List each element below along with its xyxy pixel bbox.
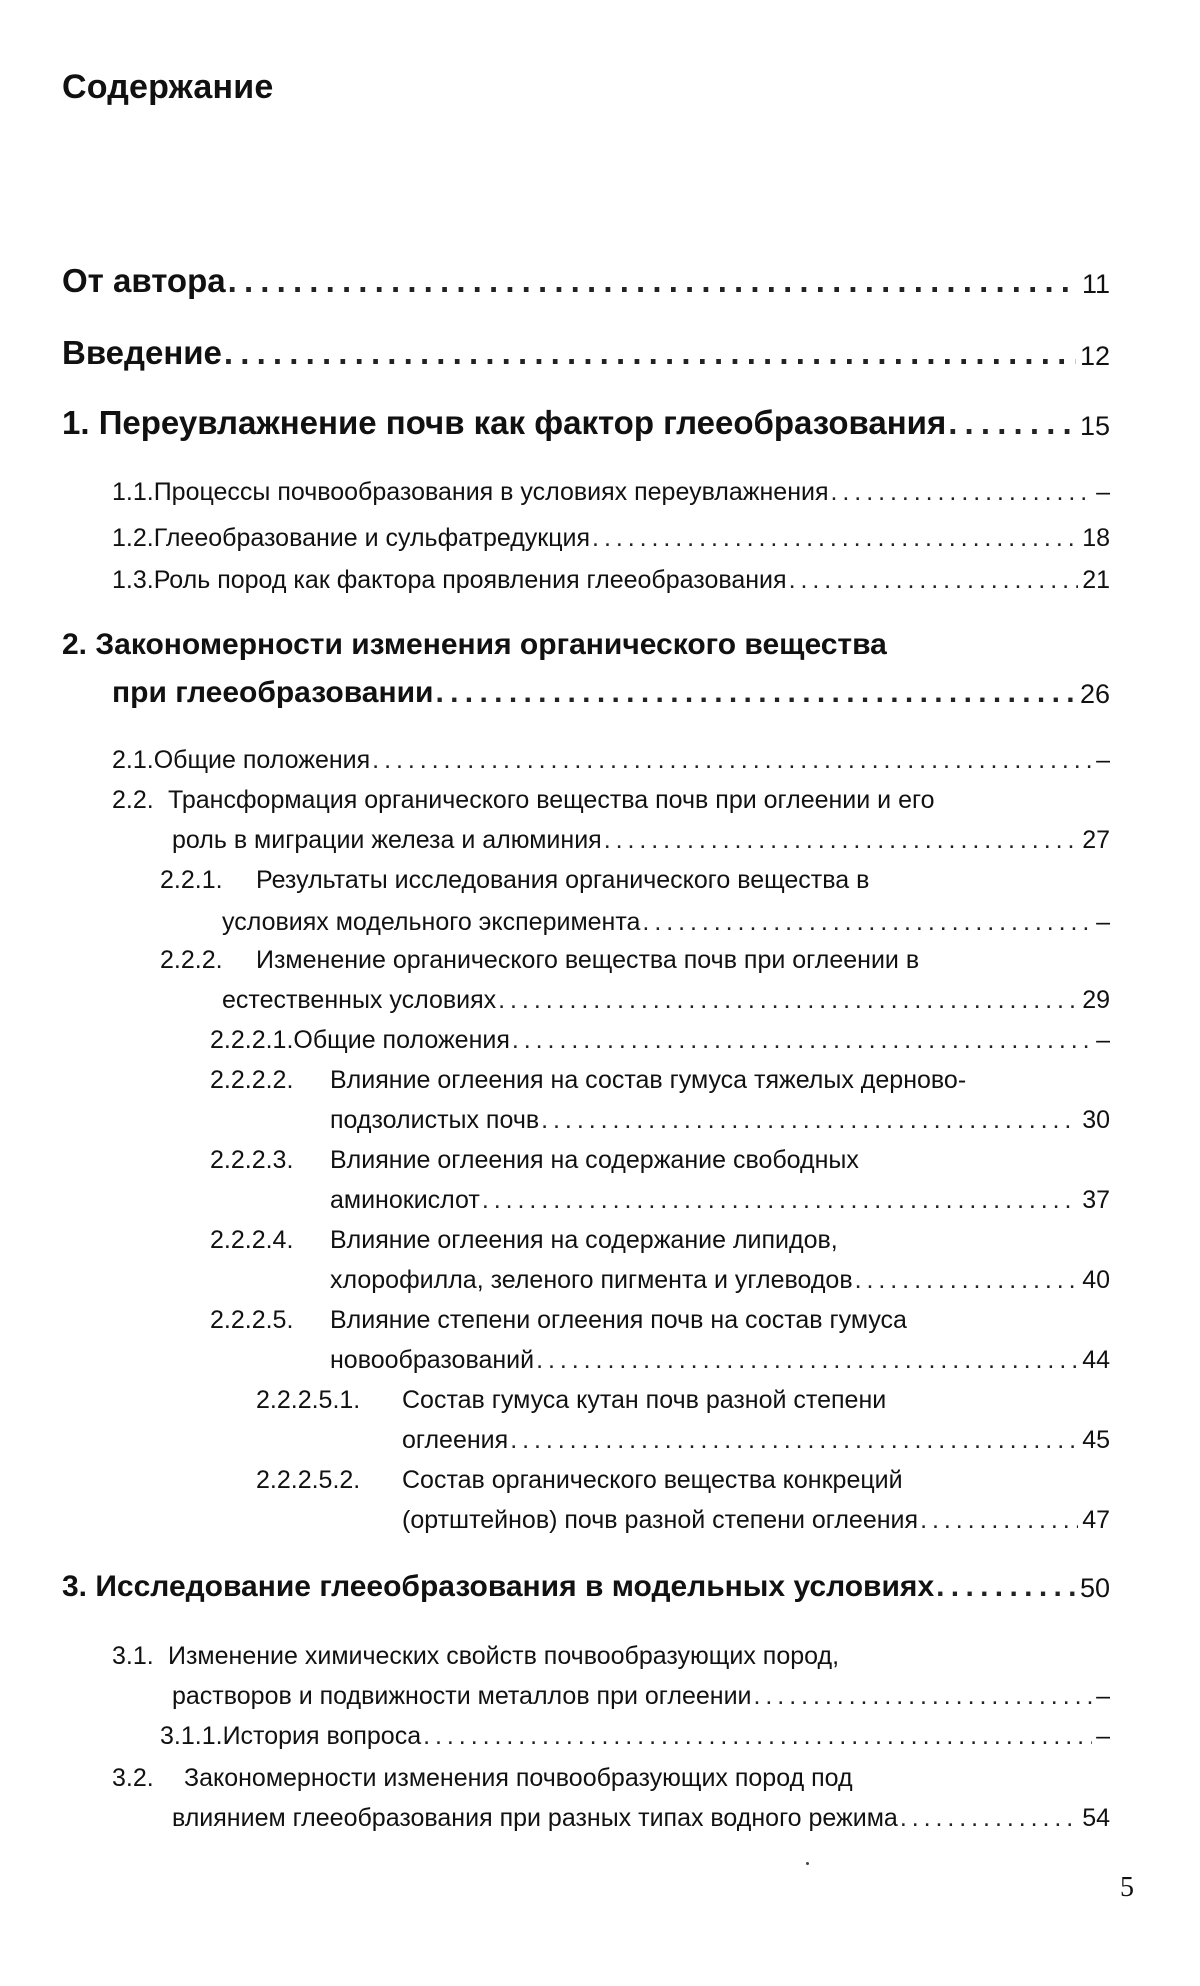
toc-entry-title-continued: новообразований <box>330 1346 535 1374</box>
toc-section-2-2-2-4[interactable] <box>330 1266 1110 1295</box>
dot-leader <box>855 1266 1079 1295</box>
toc-entry-title: при глееобразовании <box>112 676 434 709</box>
dot-leader <box>789 566 1079 595</box>
dot-leader <box>510 1426 1078 1455</box>
toc-section-number: 2.2.2. <box>160 946 223 974</box>
toc-section-2-2-2-5-1[interactable] <box>402 1426 1110 1455</box>
toc-entry-title: Общие положения <box>153 746 371 774</box>
toc-entry-title-continued: влиянием глееобразования при разных типах водного режима <box>172 1804 898 1832</box>
toc-entry-title-continued: растворов и подвижности металлов при оглеении <box>172 1682 752 1710</box>
toc-section-1-1[interactable] <box>112 478 1110 507</box>
toc-section-3-1-1[interactable] <box>160 1722 1110 1751</box>
toc-chapter-2[interactable] <box>112 676 1110 710</box>
toc-page-number: 12 <box>1079 341 1110 371</box>
toc-section-2-2-2-5-1-line1 <box>256 1386 886 1415</box>
toc-section-number: 2.2.2.5.2. <box>256 1466 361 1494</box>
toc-section-3-2[interactable] <box>172 1804 1110 1833</box>
toc-entry-title: Общие положения <box>293 1026 510 1054</box>
toc-section-2-1[interactable] <box>112 746 1110 775</box>
toc-entry-title-continued: роль в миграции железа и алюминия <box>172 826 602 854</box>
toc-page-number: – <box>1096 1722 1110 1750</box>
toc-page-number: – <box>1096 1682 1110 1710</box>
toc-entry-title: Влияние оглеения на состав гумуса тяжелых дерново- <box>330 1066 967 1094</box>
toc-section-3-2-line1 <box>112 1764 853 1793</box>
toc-entry-title-continued: аминокислот <box>330 1186 480 1214</box>
toc-section-number: 1.3. <box>112 566 154 594</box>
toc-section-number: 2.2.2.5.1. <box>256 1386 361 1414</box>
toc-section-2-2-2-2-line1 <box>210 1066 966 1095</box>
toc-section-2-2-1[interactable] <box>222 908 1110 937</box>
toc-page-number: 44 <box>1082 1346 1110 1374</box>
toc-section-2-2-2-5-2-line1 <box>256 1466 903 1495</box>
toc-section-2-2-2-4-line1 <box>210 1226 838 1255</box>
toc-section-number: 1.2. <box>112 524 154 552</box>
toc-page-number: 50 <box>1079 1573 1110 1603</box>
toc-entry-title: Процессы почвообразования в условиях переувлажнения <box>153 478 829 506</box>
toc-section-2-2-2-5-2[interactable] <box>402 1506 1110 1535</box>
toc-page-number: 40 <box>1082 1266 1110 1294</box>
dot-leader <box>372 746 1092 775</box>
toc-section-2-2-2-3[interactable] <box>330 1186 1110 1215</box>
toc-entry-title: Трансформация органического вещества почв при оглеении и его <box>168 786 935 814</box>
toc-chapter-1[interactable] <box>62 404 1110 442</box>
toc-section-2-2-2-5-line1 <box>210 1306 907 1335</box>
toc-entry-title: Результаты исследования органического вещества в <box>256 866 870 894</box>
toc-entry-title: 3. Исследование глееобразования в модельных условиях <box>62 1570 935 1603</box>
toc-page-number: 18 <box>1082 524 1110 552</box>
toc-section-number: 2.2. <box>112 786 154 814</box>
dot-leader <box>512 1026 1092 1055</box>
toc-entry-title: Состав органического вещества конкреций <box>402 1466 903 1494</box>
toc-section-number: 3.2. <box>112 1764 154 1792</box>
toc-entry-title-continued: оглеения <box>402 1426 509 1454</box>
toc-page-number: – <box>1096 478 1110 506</box>
toc-chapter-2-line1: 2. Закономерности изменения органического вещества <box>62 628 887 661</box>
toc-entry-title: 1. Переувлажнение почв как фактор глееобразования <box>62 404 947 441</box>
toc-page-number: 21 <box>1082 566 1110 594</box>
toc-section-number: 1.1. <box>112 478 154 506</box>
dot-leader <box>482 1186 1078 1215</box>
toc-section-number: 2.2.2.2. <box>210 1066 294 1094</box>
toc-section-number: 2.1. <box>112 746 154 774</box>
toc-entry-title: Роль пород как фактора проявления глееобразования <box>153 566 787 594</box>
toc-page-number: 30 <box>1082 1106 1110 1134</box>
toc-section-2-2[interactable] <box>172 826 1110 855</box>
dot-leader <box>423 1722 1092 1751</box>
toc-page-number: 47 <box>1082 1506 1110 1534</box>
dot-leader <box>498 986 1078 1015</box>
toc-section-1-2[interactable] <box>112 524 1110 553</box>
dot-leader <box>541 1106 1078 1135</box>
toc-section-2-2-line1 <box>112 786 934 815</box>
toc-section-number: 3.1.1. <box>160 1722 223 1750</box>
toc-section-number: 2.2.2.5. <box>210 1306 294 1334</box>
dot-leader <box>224 334 1076 372</box>
toc-entry-title: Состав гумуса кутан почв разной степени <box>402 1386 887 1414</box>
toc-section-number: 2.2.2.4. <box>210 1226 294 1254</box>
toc-section-3-1[interactable] <box>172 1682 1110 1711</box>
toc-section-3-1-line1 <box>112 1642 839 1671</box>
dot-leader <box>604 826 1078 855</box>
toc-chapter-3[interactable] <box>62 1570 1110 1604</box>
dot-leader <box>642 908 1092 937</box>
page-number: 5 <box>1120 1872 1134 1903</box>
toc-section-2-2-2[interactable] <box>222 986 1110 1015</box>
toc-entry-title-continued: подзолистых почв <box>330 1106 540 1134</box>
toc-entry-title: От автора <box>62 262 226 299</box>
toc-entry-title: Изменение органического вещества почв при оглеении в <box>256 946 920 974</box>
toc-page-number: 54 <box>1082 1804 1110 1832</box>
dot-leader <box>936 1570 1076 1604</box>
toc-section-2-2-2-1[interactable] <box>210 1026 1110 1055</box>
toc-entry-title: Влияние оглеения на содержание липидов, <box>330 1226 838 1254</box>
dot-leader <box>592 524 1078 553</box>
toc-entry-title: Глееобразование и сульфатредукция <box>153 524 591 552</box>
dot-leader <box>435 676 1075 710</box>
toc-entry-title: История вопроса <box>222 1722 422 1750</box>
toc-section-number: 2.2.2.3. <box>210 1146 294 1174</box>
toc-entry-foreword[interactable] <box>62 262 1110 300</box>
toc-section-number: 2.2.1. <box>160 866 223 894</box>
dot-leader <box>900 1804 1078 1833</box>
dot-leader <box>920 1506 1078 1535</box>
toc-entry-title: Изменение химических свойств почвообразующих пород, <box>168 1642 840 1670</box>
toc-page-number: – <box>1096 746 1110 774</box>
page-title: Содержание <box>62 68 274 106</box>
toc-section-1-3[interactable] <box>112 566 1110 595</box>
toc-entry-title: Введение <box>62 334 222 371</box>
toc-section-number: 3.1. <box>112 1642 154 1670</box>
toc-page-number: – <box>1096 908 1110 936</box>
toc-entry-title: Влияние степени оглеения почв на состав гумуса <box>330 1306 907 1334</box>
dot-leader <box>536 1346 1078 1375</box>
toc-page-number: 27 <box>1082 826 1110 854</box>
toc-section-2-2-1-line1 <box>160 866 869 895</box>
toc-page-number: 45 <box>1082 1426 1110 1454</box>
toc-page-number: 29 <box>1082 986 1110 1014</box>
toc-entry-title: Закономерности изменения почвообразующих пород под <box>184 1764 853 1792</box>
toc-page-number: 26 <box>1079 679 1110 709</box>
dot-leader <box>754 1682 1093 1711</box>
toc-section-2-2-2-line1 <box>160 946 919 975</box>
toc-section-2-2-2-2[interactable] <box>330 1106 1110 1135</box>
toc-section-2-2-2-3-line1 <box>210 1146 859 1175</box>
dot-leader <box>831 478 1093 507</box>
toc-entry-title-continued: условиях модельного эксперимента <box>222 908 641 936</box>
toc-entry-introduction[interactable] <box>62 334 1110 372</box>
toc-entry-title-continued: (ортштейнов) почв разной степени оглеения <box>402 1506 919 1534</box>
toc-page-number: – <box>1096 1026 1110 1054</box>
toc-section-number: 2.2.2.1. <box>210 1026 294 1054</box>
toc-entry-title-continued: естественных условиях <box>222 986 497 1014</box>
toc-entry-title-continued: хлорофилла, зеленого пигмента и углеводов <box>330 1266 853 1294</box>
scan-speck <box>806 1862 809 1865</box>
toc-section-2-2-2-5[interactable] <box>330 1346 1110 1375</box>
toc-page-number: 11 <box>1081 269 1110 299</box>
dot-leader <box>228 262 1078 300</box>
toc-page-number: 15 <box>1079 411 1110 441</box>
toc-entry-title: Влияние оглеения на содержание свободных <box>330 1146 859 1174</box>
dot-leader <box>948 404 1076 442</box>
toc-page-number: 37 <box>1082 1186 1110 1214</box>
